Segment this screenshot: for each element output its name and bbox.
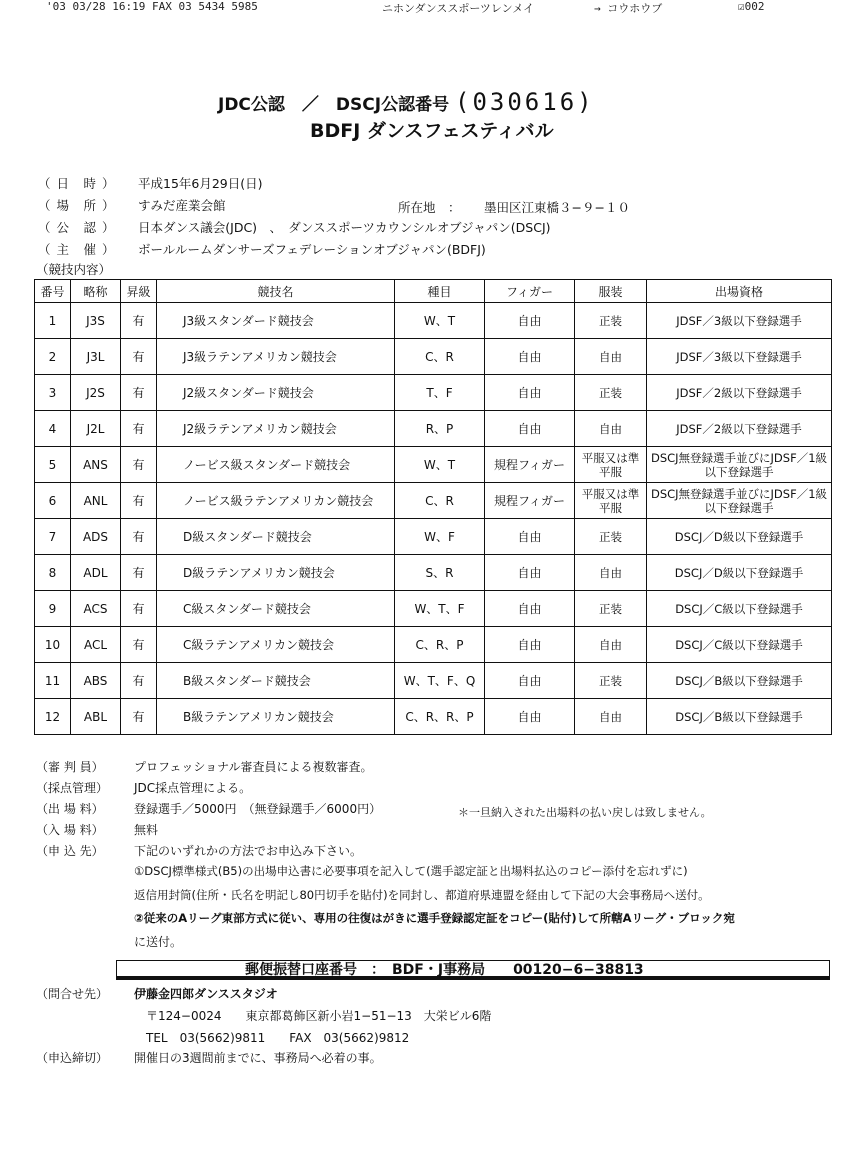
cell-events: C、R、R、P xyxy=(395,699,485,735)
cell-figure: 規程フィガー xyxy=(485,447,575,483)
cell-qualification: JDSF／3級以下登録選手 xyxy=(647,339,832,375)
cell-competition-name: J2級スタンダード競技会 xyxy=(157,375,395,411)
cell-dress: 正装 xyxy=(575,663,647,699)
scoring-label: （採点管理） xyxy=(36,781,109,795)
cell-abbr: J2S xyxy=(71,375,121,411)
cell-qualification: DSCJ／C級以下登録選手 xyxy=(647,591,832,627)
cell-promotion: 有 xyxy=(121,303,157,339)
cell-qualification: DSCJ／C級以下登録選手 xyxy=(647,627,832,663)
cell-dress: 自由 xyxy=(575,627,647,663)
table-row xyxy=(35,663,832,699)
cell-figure: 自由 xyxy=(485,663,575,699)
header-competition-name: 競技名 xyxy=(157,280,395,303)
cell-events: W、T、F、Q xyxy=(395,663,485,699)
table-row xyxy=(35,375,832,411)
table-row xyxy=(35,447,832,483)
fax-header-sender: ニホンダンススポーツレンメイ xyxy=(382,2,535,15)
apply-line: ①DSCJ標準様式(B5)の出場申込書に必要事項を記入して(選手認定証と出場料払込のコピー添付を忘れずに) xyxy=(134,864,688,878)
cell-events: W、T、F xyxy=(395,591,485,627)
cell-dress: 自由 xyxy=(575,411,647,447)
cell-competition-name: ノービス級ラテンアメリカン競技会 xyxy=(157,483,395,519)
cell-competition-name: C級スタンダード競技会 xyxy=(157,591,395,627)
info-venue-label: （ 場 所 ） xyxy=(38,198,116,213)
deadline-label: （申込締切） xyxy=(36,1051,109,1065)
cell-events: C、R xyxy=(395,339,485,375)
header-dress: 服装 xyxy=(575,280,647,303)
cell-no: 7 xyxy=(35,519,71,555)
cell-no: 3 xyxy=(35,375,71,411)
cell-competition-name: D級ラテンアメリカン競技会 xyxy=(157,555,395,591)
cell-abbr: ANL xyxy=(71,483,121,519)
cell-competition-name: J2級ラテンアメリカン競技会 xyxy=(157,411,395,447)
cell-events: C、R、P xyxy=(395,627,485,663)
entry-fee-label: （出 場 料） xyxy=(36,802,104,816)
cell-abbr: J3S xyxy=(71,303,121,339)
cell-figure: 自由 xyxy=(485,519,575,555)
cell-events: S、R xyxy=(395,555,485,591)
cell-no: 5 xyxy=(35,447,71,483)
cell-figure: 規程フィガー xyxy=(485,483,575,519)
cell-figure: 自由 xyxy=(485,627,575,663)
cell-no: 11 xyxy=(35,663,71,699)
cell-competition-name: J3級スタンダード競技会 xyxy=(157,303,395,339)
info-date-label: （ 日 時 ） xyxy=(38,176,116,191)
cell-dress: 自由 xyxy=(575,699,647,735)
cell-promotion: 有 xyxy=(121,555,157,591)
cell-promotion: 有 xyxy=(121,663,157,699)
entry-fee-refund-note: ＊一旦納入された出場料の払い戻しは致しません。 xyxy=(458,806,712,819)
info-approval-label: （ 公 認 ） xyxy=(38,220,116,235)
header-events: 種目 xyxy=(395,280,485,303)
cell-dress: 正装 xyxy=(575,375,647,411)
fax-header-page: ☑002 xyxy=(738,0,765,13)
section-label: （競技内容） xyxy=(36,262,112,277)
info-date-value: 平成15年6月29日(日) xyxy=(138,176,263,191)
info-organizer-value: ボールルームダンサーズフェデレーションオブジャパン(BDFJ) xyxy=(138,242,486,257)
deadline-value: 開催日の3週間前までに、事務局へ必着の事。 xyxy=(134,1051,382,1065)
cell-figure: 自由 xyxy=(485,303,575,339)
cell-competition-name: J3級ラテンアメリカン競技会 xyxy=(157,339,395,375)
judges-value: プロフェッショナル審査員による複数審査。 xyxy=(134,760,373,774)
cell-events: W、T xyxy=(395,303,485,339)
cell-qualification: DSCJ／B級以下登録選手 xyxy=(647,663,832,699)
judges-label: （審 判 員） xyxy=(36,760,104,774)
cell-competition-name: B級ラテンアメリカン競技会 xyxy=(157,699,395,735)
cell-figure: 自由 xyxy=(485,591,575,627)
cell-competition-name: B級スタンダード競技会 xyxy=(157,663,395,699)
cell-qualification: DSCJ無登録選手並びにJDSF／1級以下登録選手 xyxy=(647,483,832,519)
cell-promotion: 有 xyxy=(121,411,157,447)
apply-line: に送付。 xyxy=(134,935,183,949)
cell-abbr: ABS xyxy=(71,663,121,699)
fax-header-recipient: → コウホウブ xyxy=(594,2,663,15)
cell-promotion: 有 xyxy=(121,447,157,483)
cell-promotion: 有 xyxy=(121,519,157,555)
cell-no: 1 xyxy=(35,303,71,339)
entry-fee-value: 登録選手／5000円 （無登録選手／6000円） xyxy=(134,802,382,816)
apply-line: 返信用封筒(住所・氏名を明記し80円切手を貼付)を同封し、都道府県連盟を経由して下記の大会事務局へ送付。 xyxy=(134,888,710,902)
cell-abbr: J2L xyxy=(71,411,121,447)
cell-qualification: DSCJ／D級以下登録選手 xyxy=(647,555,832,591)
cell-dress: 平服又は準平服 xyxy=(575,447,647,483)
header-qualification: 出場資格 xyxy=(647,280,832,303)
table-row xyxy=(35,519,832,555)
cell-abbr: ACL xyxy=(71,627,121,663)
cell-no: 6 xyxy=(35,483,71,519)
table-row xyxy=(35,483,832,519)
cell-promotion: 有 xyxy=(121,591,157,627)
cell-qualification: DSCJ／B級以下登録選手 xyxy=(647,699,832,735)
apply-label: （申 込 先） xyxy=(36,844,104,858)
admission-value: 無料 xyxy=(134,823,159,837)
table-header-row xyxy=(35,280,832,303)
cell-abbr: ACS xyxy=(71,591,121,627)
cell-promotion: 有 xyxy=(121,699,157,735)
contact-name: 伊藤金四郎ダンススタジオ xyxy=(134,987,278,1001)
approval-number: (030616) xyxy=(455,88,595,116)
competition-table xyxy=(34,279,832,735)
cell-abbr: ADL xyxy=(71,555,121,591)
cell-promotion: 有 xyxy=(121,627,157,663)
cell-figure: 自由 xyxy=(485,339,575,375)
header-promotion: 昇級 xyxy=(121,280,157,303)
cell-no: 12 xyxy=(35,699,71,735)
cell-figure: 自由 xyxy=(485,699,575,735)
cell-qualification: JDSF／2級以下登録選手 xyxy=(647,411,832,447)
cell-abbr: ABL xyxy=(71,699,121,735)
cell-figure: 自由 xyxy=(485,555,575,591)
cell-competition-name: C級ラテンアメリカン競技会 xyxy=(157,627,395,663)
apply-line: ②従来のAリーグ東部方式に従い、専用の往復はがきに選手登録認定証をコピー(貼付)して所轄Aリーグ・ブロック宛 xyxy=(134,911,735,925)
cell-qualification: DSCJ／D級以下登録選手 xyxy=(647,519,832,555)
table-row xyxy=(35,627,832,663)
cell-qualification: DSCJ無登録選手並びにJDSF／1級以下登録選手 xyxy=(647,447,832,483)
cell-figure: 自由 xyxy=(485,411,575,447)
title-prefix: JDC公認 ／ DSCJ公認番号 xyxy=(218,95,450,115)
apply-line: 下記のいずれかの方法でお申込み下さい。 xyxy=(134,844,363,858)
cell-promotion: 有 xyxy=(121,375,157,411)
cell-no: 10 xyxy=(35,627,71,663)
table-row xyxy=(35,303,832,339)
cell-abbr: ADS xyxy=(71,519,121,555)
table-row xyxy=(35,411,832,447)
cell-dress: 自由 xyxy=(575,555,647,591)
document-title-line2: BDFJ ダンスフェスティバル xyxy=(310,120,554,142)
fax-header-datetime: '03 03/28 16:19 FAX 03 5434 5985 xyxy=(46,0,258,13)
cell-promotion: 有 xyxy=(121,483,157,519)
cell-qualification: JDSF／2級以下登録選手 xyxy=(647,375,832,411)
cell-events: C、R xyxy=(395,483,485,519)
cell-dress: 正装 xyxy=(575,303,647,339)
cell-events: R、P xyxy=(395,411,485,447)
cell-events: W、F xyxy=(395,519,485,555)
cell-events: T、F xyxy=(395,375,485,411)
contact-address: 〒124−0024 東京都葛飾区新小岩1−51−13 大栄ビル6階 xyxy=(146,1009,492,1023)
cell-dress: 平服又は準平服 xyxy=(575,483,647,519)
contact-label: （問合せ先） xyxy=(36,987,109,1001)
info-organizer-label: （ 主 催 ） xyxy=(38,242,116,257)
location-value: 墨田区江東橋３−９−１０ xyxy=(484,200,630,215)
table-row xyxy=(35,339,832,375)
cell-no: 2 xyxy=(35,339,71,375)
header-abbr: 略称 xyxy=(71,280,121,303)
cell-qualification: JDSF／3級以下登録選手 xyxy=(647,303,832,339)
cell-dress: 正装 xyxy=(575,591,647,627)
contact-phone: TEL 03(5662)9811 FAX 03(5662)9812 xyxy=(146,1031,410,1045)
table-row xyxy=(35,699,832,735)
cell-no: 4 xyxy=(35,411,71,447)
cell-competition-name: ノービス級スタンダード競技会 xyxy=(157,447,395,483)
cell-figure: 自由 xyxy=(485,375,575,411)
location-label: 所在地 ： xyxy=(398,200,461,215)
cell-no: 8 xyxy=(35,555,71,591)
cell-dress: 自由 xyxy=(575,339,647,375)
table-row xyxy=(35,591,832,627)
cell-abbr: J3L xyxy=(71,339,121,375)
scoring-value: JDC採点管理による。 xyxy=(134,781,252,795)
postal-transfer-account: 郵便振替口座番号 ： BDF・J事務局 00120−6−38813 xyxy=(116,960,830,980)
cell-abbr: ANS xyxy=(71,447,121,483)
cell-promotion: 有 xyxy=(121,339,157,375)
cell-competition-name: D級スタンダード競技会 xyxy=(157,519,395,555)
table-row xyxy=(35,555,832,591)
info-approval-value: 日本ダンス議会(JDC) 、 ダンススポーツカウンシルオブジャパン(DSCJ) xyxy=(138,220,551,235)
info-venue-value: すみだ産業会館 xyxy=(138,198,226,213)
cell-no: 9 xyxy=(35,591,71,627)
header-no: 番号 xyxy=(35,280,71,303)
cell-dress: 正装 xyxy=(575,519,647,555)
admission-label: （入 場 料） xyxy=(36,823,104,837)
document-title-line1 xyxy=(218,88,595,116)
cell-events: W、T xyxy=(395,447,485,483)
header-figure: フィガー xyxy=(485,280,575,303)
